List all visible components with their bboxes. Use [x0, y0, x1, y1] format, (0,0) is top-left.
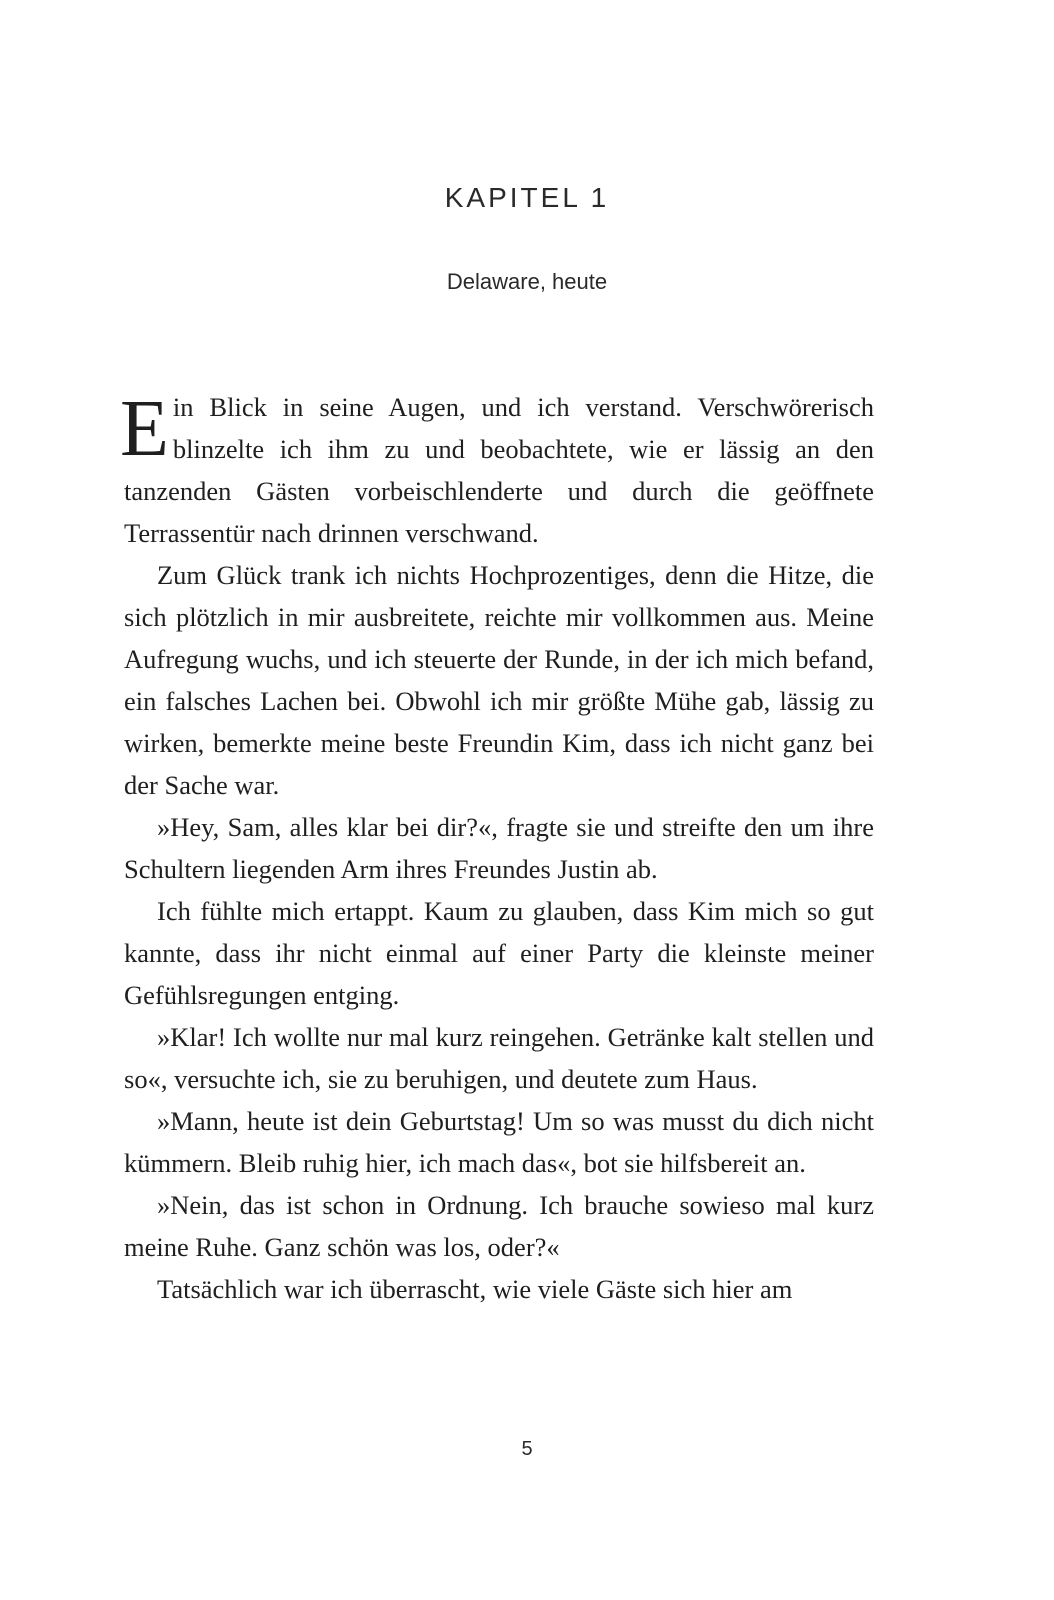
drop-cap: E [120, 385, 169, 473]
chapter-title: KAPITEL 1 [444, 182, 610, 213]
paragraph: »Mann, heute ist dein Geburtstag! Um so was musst du dich nicht kümmern. Bleib ruhig hier, ich mach das«, bot sie hilfsbereit an. [124, 1106, 874, 1178]
chapter-subtitle: Delaware, heute [446, 269, 608, 294]
body-text [120, 385, 874, 1310]
paragraph: Ein Blick in seine Augen, und ich verstand. Verschwörerisch blinzelte ich ihm zu und beobachtete, wie er lässig an den tanzenden Gästen vorbeischlenderte und durch die geöffnete Terrassentür nach drinnen verschwand. [120, 385, 874, 548]
paragraph: Ich fühlte mich ertappt. Kaum zu glauben, dass Kim mich so gut kannte, dass ihr nicht einmal auf einer Party die kleinste meiner Gefühlsregungen entging. [124, 896, 874, 1010]
paragraph: »Hey, Sam, alles klar bei dir?«, fragte sie und streifte den um ihre Schultern liegenden Arm ihres Freundes Justin ab. [124, 812, 874, 884]
paragraph: Zum Glück trank ich nichts Hochprozentiges, denn die Hitze, die sich plötzlich in mir ausbreitete, reichte mir vollkommen aus. Meine Aufregung wuchs, und ich steuerte der Runde, in der ich mich befand, ein falsches Lachen bei. Obwohl ich mir größte Mühe gab, lässig zu wirken, bemerkte meine beste Freundin Kim, dass ich nicht ganz bei der Sache war. [124, 560, 874, 800]
paragraph: »Nein, das ist schon in Ordnung. Ich brauche sowieso mal kurz meine Ruhe. Ganz schön was los, oder?« [124, 1190, 874, 1262]
paragraph: Tatsächlich war ich überrascht, wie viele Gäste sich hier am [157, 1274, 793, 1304]
page-number: 5 [521, 1438, 533, 1460]
paragraph: »Klar! Ich wollte nur mal kurz reingehen. Getränke kalt stellen und so«, versuchte ich, sie zu beruhigen, und deutete zum Haus. [124, 1022, 874, 1094]
